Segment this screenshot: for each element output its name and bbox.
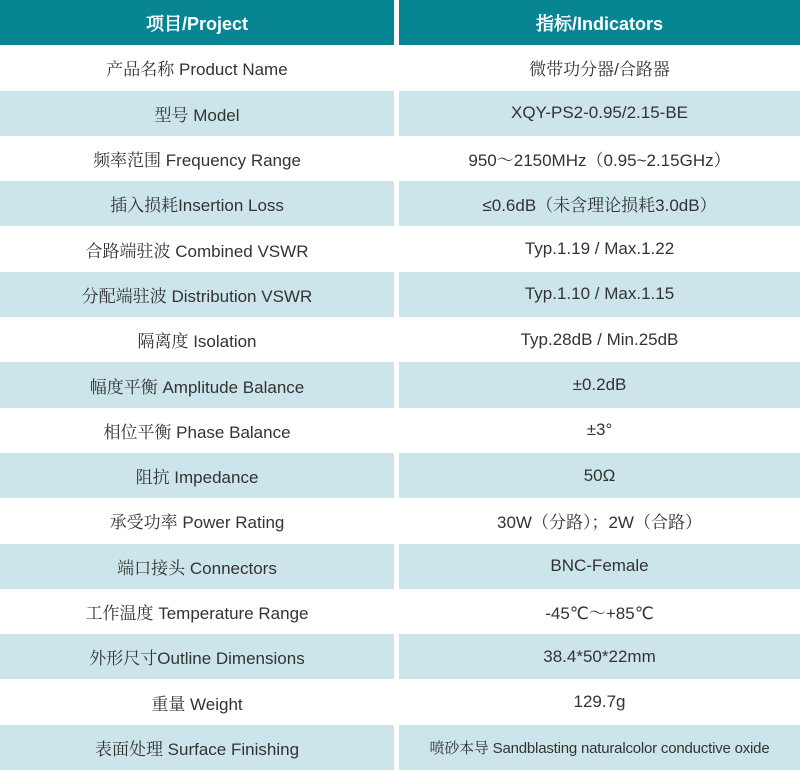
table-header-row [0, 0, 800, 45]
row-value: 38.4*50*22mm [399, 634, 800, 679]
row-label: 阻抗 Impedance [0, 453, 394, 498]
row-label: 端口接头 Connectors [0, 544, 394, 589]
row-value: Typ.28dB / Min.25dB [399, 317, 800, 362]
row-label: 工作温度 Temperature Range [0, 589, 394, 634]
row-value: 喷砂本导 Sandblasting naturalcolor conductive oxide [399, 725, 800, 770]
table-row [0, 453, 800, 498]
row-label: 合路端驻波 Combined VSWR [0, 226, 394, 271]
table-row [0, 45, 800, 90]
row-label: 插入损耗Insertion Loss [0, 181, 394, 226]
row-label: 幅度平衡 Amplitude Balance [0, 362, 394, 407]
table-row [0, 272, 800, 317]
row-label: 重量 Weight [0, 679, 394, 724]
row-value: XQY-PS2-0.95/2.15-BE [399, 91, 800, 136]
row-label: 承受功率 Power Rating [0, 498, 394, 543]
table-row [0, 91, 800, 136]
row-label: 产品名称 Product Name [0, 45, 394, 90]
table-row [0, 181, 800, 226]
row-value: 50Ω [399, 453, 800, 498]
row-label: 隔离度 Isolation [0, 317, 394, 362]
row-label: 外形尺寸Outline Dimensions [0, 634, 394, 679]
table-row [0, 589, 800, 634]
header-indicators: 指标/Indicators [399, 0, 800, 45]
table-row [0, 317, 800, 362]
row-label: 分配端驻波 Distribution VSWR [0, 272, 394, 317]
row-value: ≤0.6dB（未含理论损耗3.0dB） [399, 181, 800, 226]
table-row [0, 544, 800, 589]
row-value: 950～2150MHz（0.95~2.15GHz） [399, 136, 800, 181]
row-value: ±3° [399, 408, 800, 453]
table-row [0, 634, 800, 679]
row-label: 型号 Model [0, 91, 394, 136]
header-project: 项目/Project [0, 0, 394, 45]
row-label: 表面处理 Surface Finishing [0, 725, 394, 770]
table-row [0, 679, 800, 724]
table-row [0, 362, 800, 407]
row-value: ±0.2dB [399, 362, 800, 407]
table-row [0, 498, 800, 543]
row-value: Typ.1.19 / Max.1.22 [399, 226, 800, 271]
row-value: Typ.1.10 / Max.1.15 [399, 272, 800, 317]
table-row [0, 136, 800, 181]
row-value: 129.7g [399, 679, 800, 724]
table-row [0, 725, 800, 770]
row-label: 频率范围 Frequency Range [0, 136, 394, 181]
row-value: 30W（分路）；2W（合路） [399, 498, 800, 543]
row-value: -45℃～+85℃ [399, 589, 800, 634]
row-label: 相位平衡 Phase Balance [0, 408, 394, 453]
table-row [0, 408, 800, 453]
row-value: BNC-Female [399, 544, 800, 589]
table-row [0, 226, 800, 271]
row-value: 微带功分器/合路器 [399, 45, 800, 90]
